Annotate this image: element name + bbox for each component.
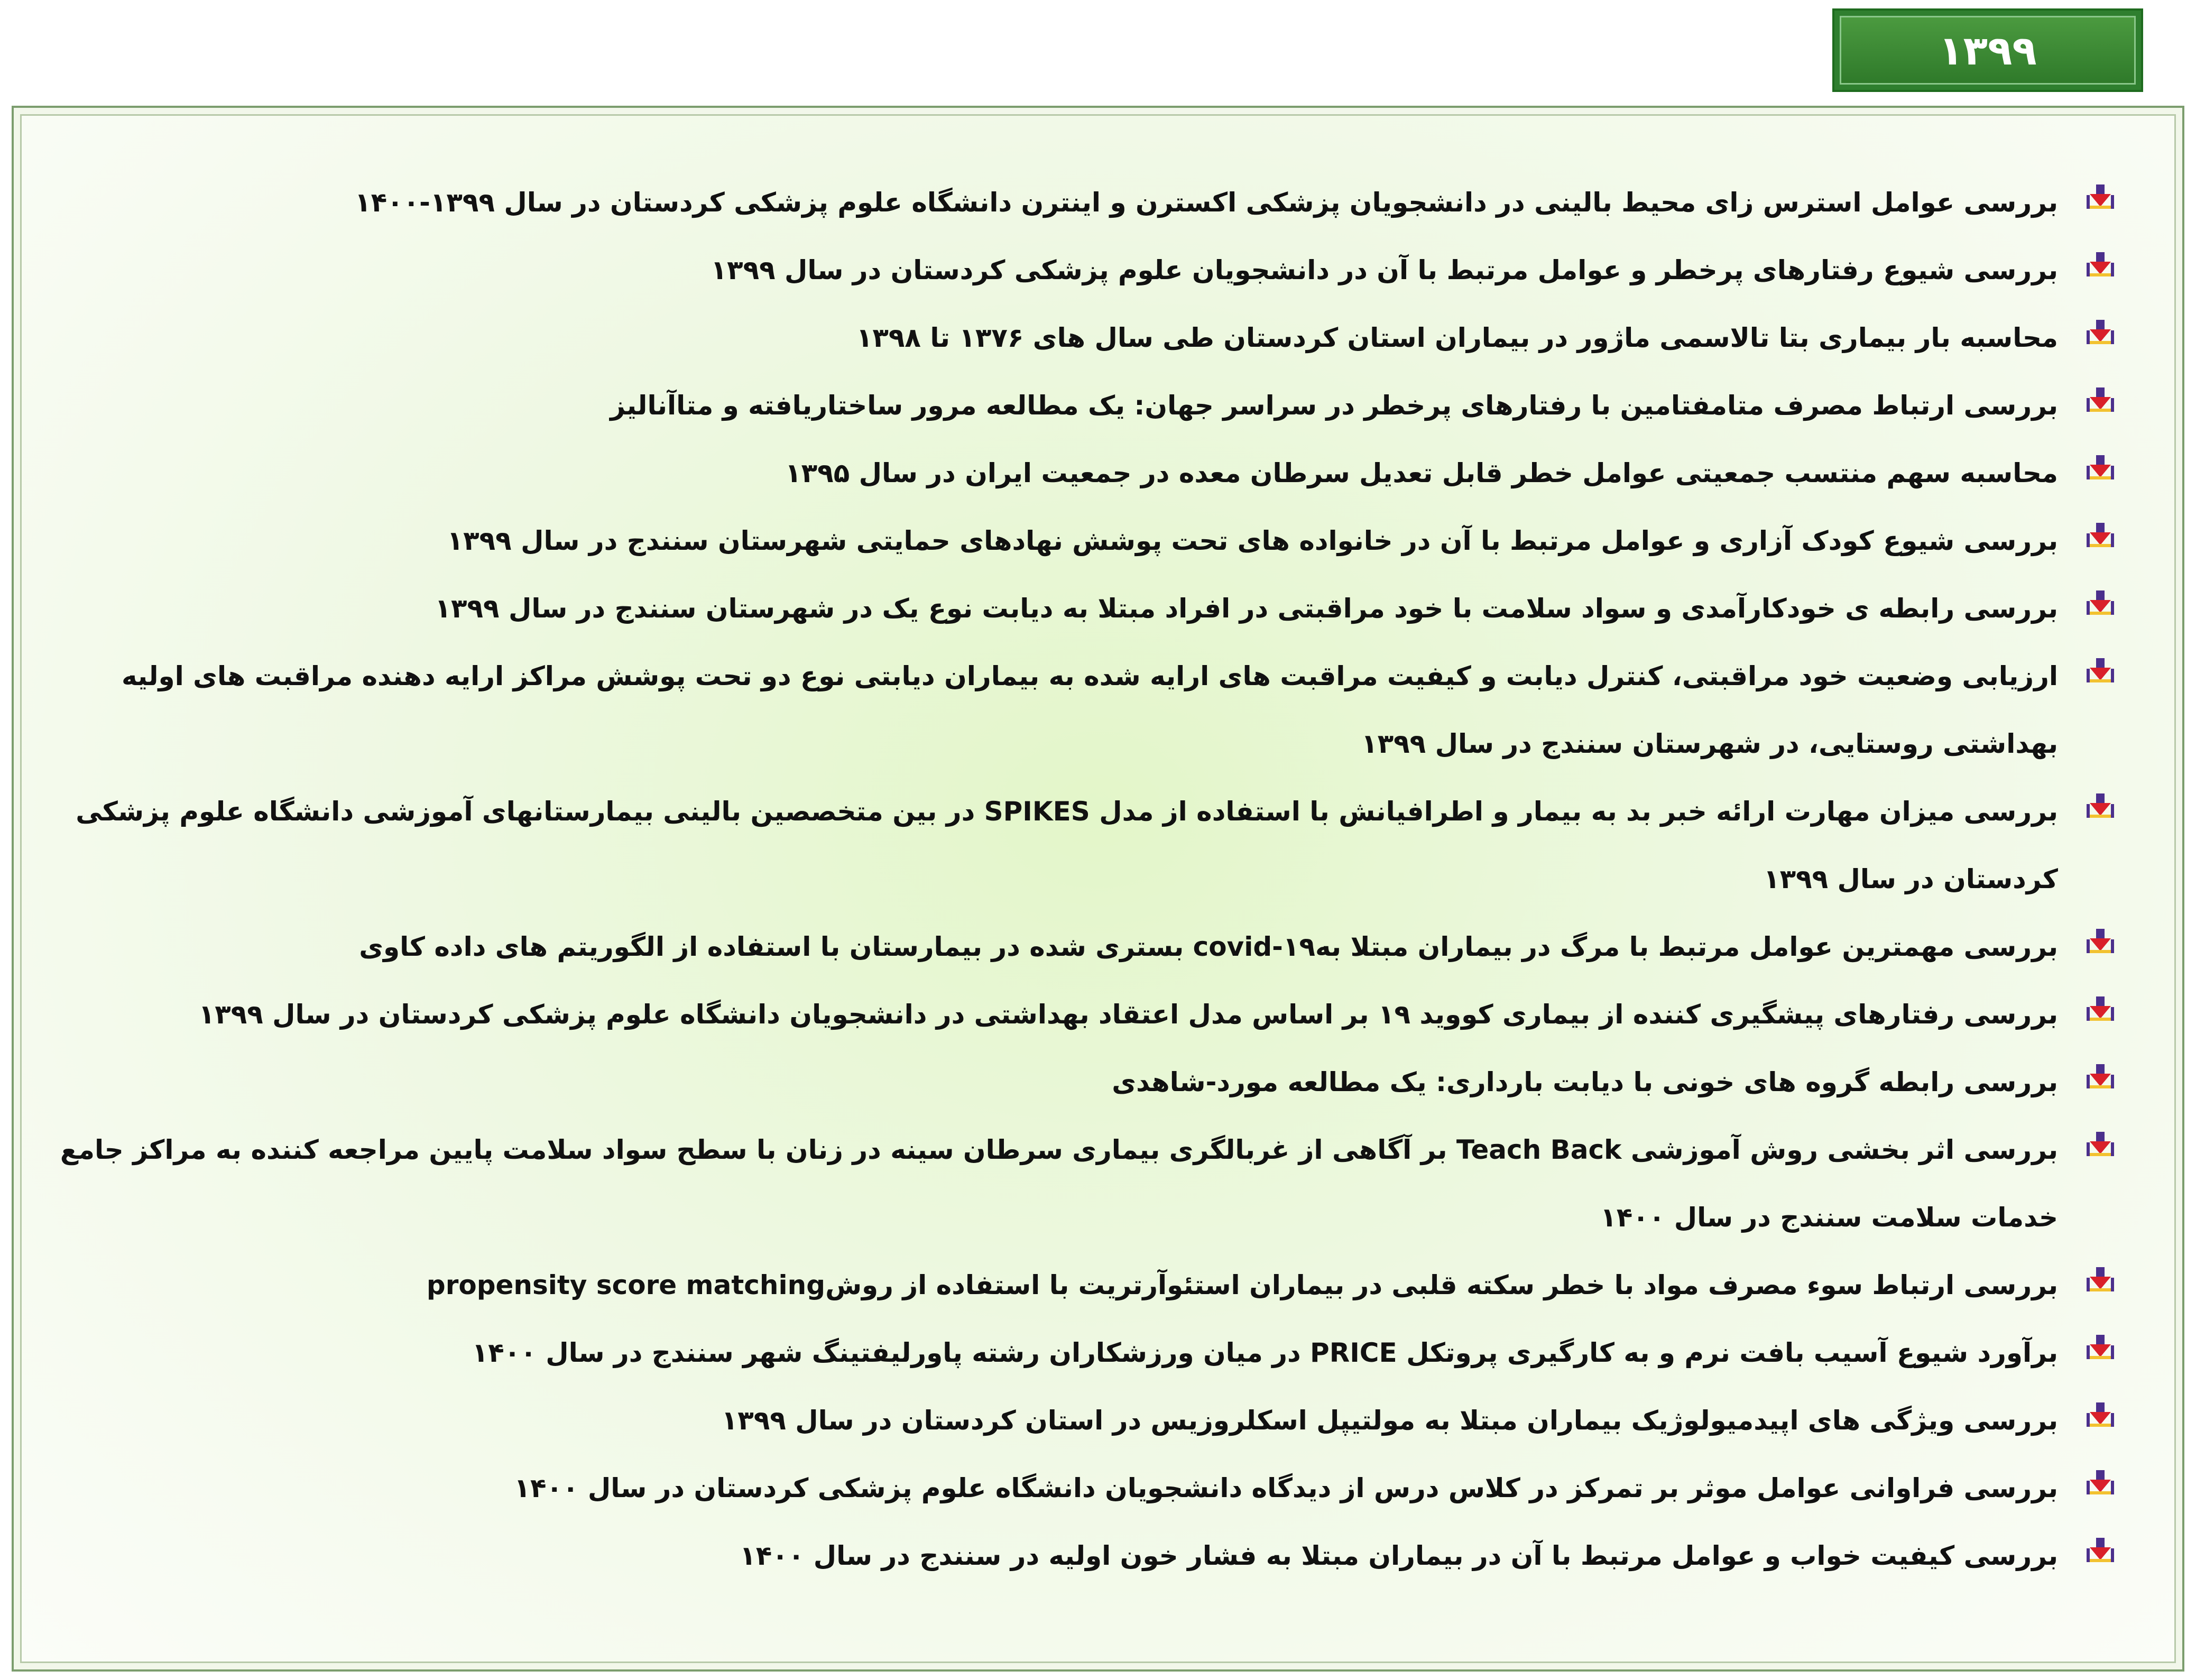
- list-item-text: بررسی مهمترین عوامل مرتبط با مرگ در بیماران مبتلا بهcovid-۱۹ بستری شده در بیمارستان با استفاده از الگوریتم های داده کاوی: [359, 931, 2058, 962]
- list-item: [43, 1048, 2116, 1116]
- arrow-bullet-icon: [2084, 250, 2116, 282]
- list-item: [43, 1387, 2116, 1454]
- list-item: [43, 981, 2116, 1048]
- arrow-bullet-icon: [2084, 1400, 2116, 1432]
- list-item-text: بررسی شیوع رفتارهای پرخطر و عوامل مرتبط با آن در دانشجویان علوم پزشکی کردستان در سال ۱۳۹۹: [711, 255, 2058, 285]
- arrow-bullet-icon: [2084, 927, 2116, 958]
- list-item-text: برآورد شیوع آسیب بافت نرم و به کارگیری پروتکل PRICE در میان ورزشکاران رشته پاورلیفتینگ شهر سنندج در سال ۱۴۰۰: [472, 1337, 2058, 1368]
- project-list: [43, 169, 2116, 1590]
- list-item: [43, 1522, 2116, 1590]
- arrow-bullet-icon: [2084, 521, 2116, 552]
- list-item-text: بررسی رفتارهای پیشگیری کننده از بیماری کووید ۱۹ بر اساس مدل اعتقاد بهداشتی در دانشجویان دانشگاه علوم پزشکی کردستان در سال ۱۳۹۹: [198, 999, 2058, 1030]
- arrow-bullet-icon: [2084, 1333, 2116, 1364]
- list-item: [43, 642, 2116, 778]
- list-item-text: بررسی شیوع کودک آزاری و عوامل مرتبط با آن در خانواده های تحت پوشش نهادهای حمایتی شهرستان سنندج در سال ۱۳۹۹: [447, 525, 2058, 556]
- list-item: [43, 1116, 2116, 1251]
- list-item-text: بررسی رابطه گروه های خونی با دیابت بارداری: یک مطالعه مورد-شاهدی: [1112, 1067, 2058, 1097]
- arrow-bullet-icon: [2084, 1265, 2116, 1297]
- list-item: [43, 1251, 2116, 1319]
- list-item: [43, 913, 2116, 981]
- list-item-text: ارزیابی وضعیت خود مراقبتی، کنترل دیابت و کیفیت مراقبت های ارایه شده به بیماران دیابتی نوع دو تحت پوشش مراکز ارایه دهنده مراقبت های اولیه بهداشتی روستایی، در شهرستان سنندج در سال ۱۳۹۹: [121, 661, 2058, 759]
- list-item-text: بررسی میزان مهارت ارائه خبر بد به بیمار و اطرافیانش با استفاده از مدل SPIKES در بین متخصصین بالینی بیمارستانهای آموزشی دانشگاه علوم پزشکی کردستان در سال ۱۳۹۹: [76, 796, 2058, 894]
- content-frame: [12, 106, 2184, 1672]
- list-item: [43, 1454, 2116, 1522]
- list-item-text: بررسی فراوانی عوامل موثر بر تمرکز در کلاس درس از دیدگاه دانشجویان دانشگاه علوم پزشکی کردستان در سال ۱۴۰۰: [514, 1473, 2058, 1503]
- arrow-bullet-icon: [2084, 1062, 2116, 1094]
- list-item-text: بررسی ارتباط مصرف متامفتامین با رفتارهای پرخطر در سراسر جهان: یک مطالعه مرور ساختاریافته و متاآنالیز: [610, 390, 2058, 421]
- list-item: [43, 169, 2116, 236]
- arrow-bullet-icon: [2084, 1468, 2116, 1500]
- list-item: [43, 439, 2116, 507]
- list-item-text: بررسی رابطه ی خودکارآمدی و سواد سلامت با خود مراقبتی در افراد مبتلا به دیابت نوع یک در شهرستان سنندج در سال ۱۳۹۹: [435, 593, 2058, 624]
- arrow-bullet-icon: [2084, 182, 2116, 214]
- arrow-bullet-icon: [2084, 791, 2116, 823]
- list-item-text: بررسی ویژگی های اپیدمیولوژیک بیماران مبتلا به مولتیپل اسکلروزیس در استان کردستان در سال ۱۳۹۹: [721, 1405, 2058, 1436]
- list-item-text: محاسبه سهم منتسب جمعیتی عوامل خطر قابل تعدیل سرطان معده در جمعیت ایران در سال ۱۳۹۵: [785, 458, 2058, 488]
- list-item-text: بررسی کیفیت خواب و عوامل مرتبط با آن در بیماران مبتلا به فشار خون اولیه در سنندج در سال ۱۴۰۰: [740, 1540, 2058, 1571]
- list-item: [43, 1319, 2116, 1387]
- list-item-text: بررسی عوامل استرس زای محیط بالینی در دانشجویان پزشکی اکسترن و اینترن دانشگاه علوم پزشکی کردستان در سال ۱۳۹۹-۱۴۰۰: [355, 187, 2058, 218]
- list-item: [43, 304, 2116, 372]
- list-item: [43, 507, 2116, 575]
- list-item-text: محاسبه بار بیماری بتا تالاسمی ماژور در بیماران استان کردستان طی سال های ۱۳۷۶ تا ۱۳۹۸: [856, 322, 2058, 353]
- year-badge: [1832, 8, 2143, 92]
- arrow-bullet-icon: [2084, 385, 2116, 417]
- year-label: ۱۳۹۹: [1840, 16, 2136, 85]
- arrow-bullet-icon: [2084, 1536, 2116, 1567]
- content-panel: [20, 114, 2176, 1663]
- arrow-bullet-icon: [2084, 994, 2116, 1026]
- arrow-bullet-icon: [2084, 588, 2116, 620]
- arrow-bullet-icon: [2084, 453, 2116, 485]
- list-item: [43, 372, 2116, 439]
- list-item-text: بررسی ارتباط سوء مصرف مواد با خطر سکته قلبی در بیماران استئوآرتریت با استفاده از روشpropensity score matching: [426, 1270, 2058, 1300]
- list-item-text: بررسی اثر بخشی روش آموزشی Teach Back بر آگاهی از غربالگری بیماری سرطان سینه در زنان با سطح سواد سلامت پایین مراجعه کننده به مراکز جامع خدمات سلامت سنندج در سال ۱۴۰۰: [60, 1134, 2058, 1233]
- arrow-bullet-icon: [2084, 1130, 2116, 1161]
- arrow-bullet-icon: [2084, 656, 2116, 688]
- list-item: [43, 236, 2116, 304]
- arrow-bullet-icon: [2084, 318, 2116, 349]
- list-item: [43, 575, 2116, 642]
- list-item: [43, 778, 2116, 913]
